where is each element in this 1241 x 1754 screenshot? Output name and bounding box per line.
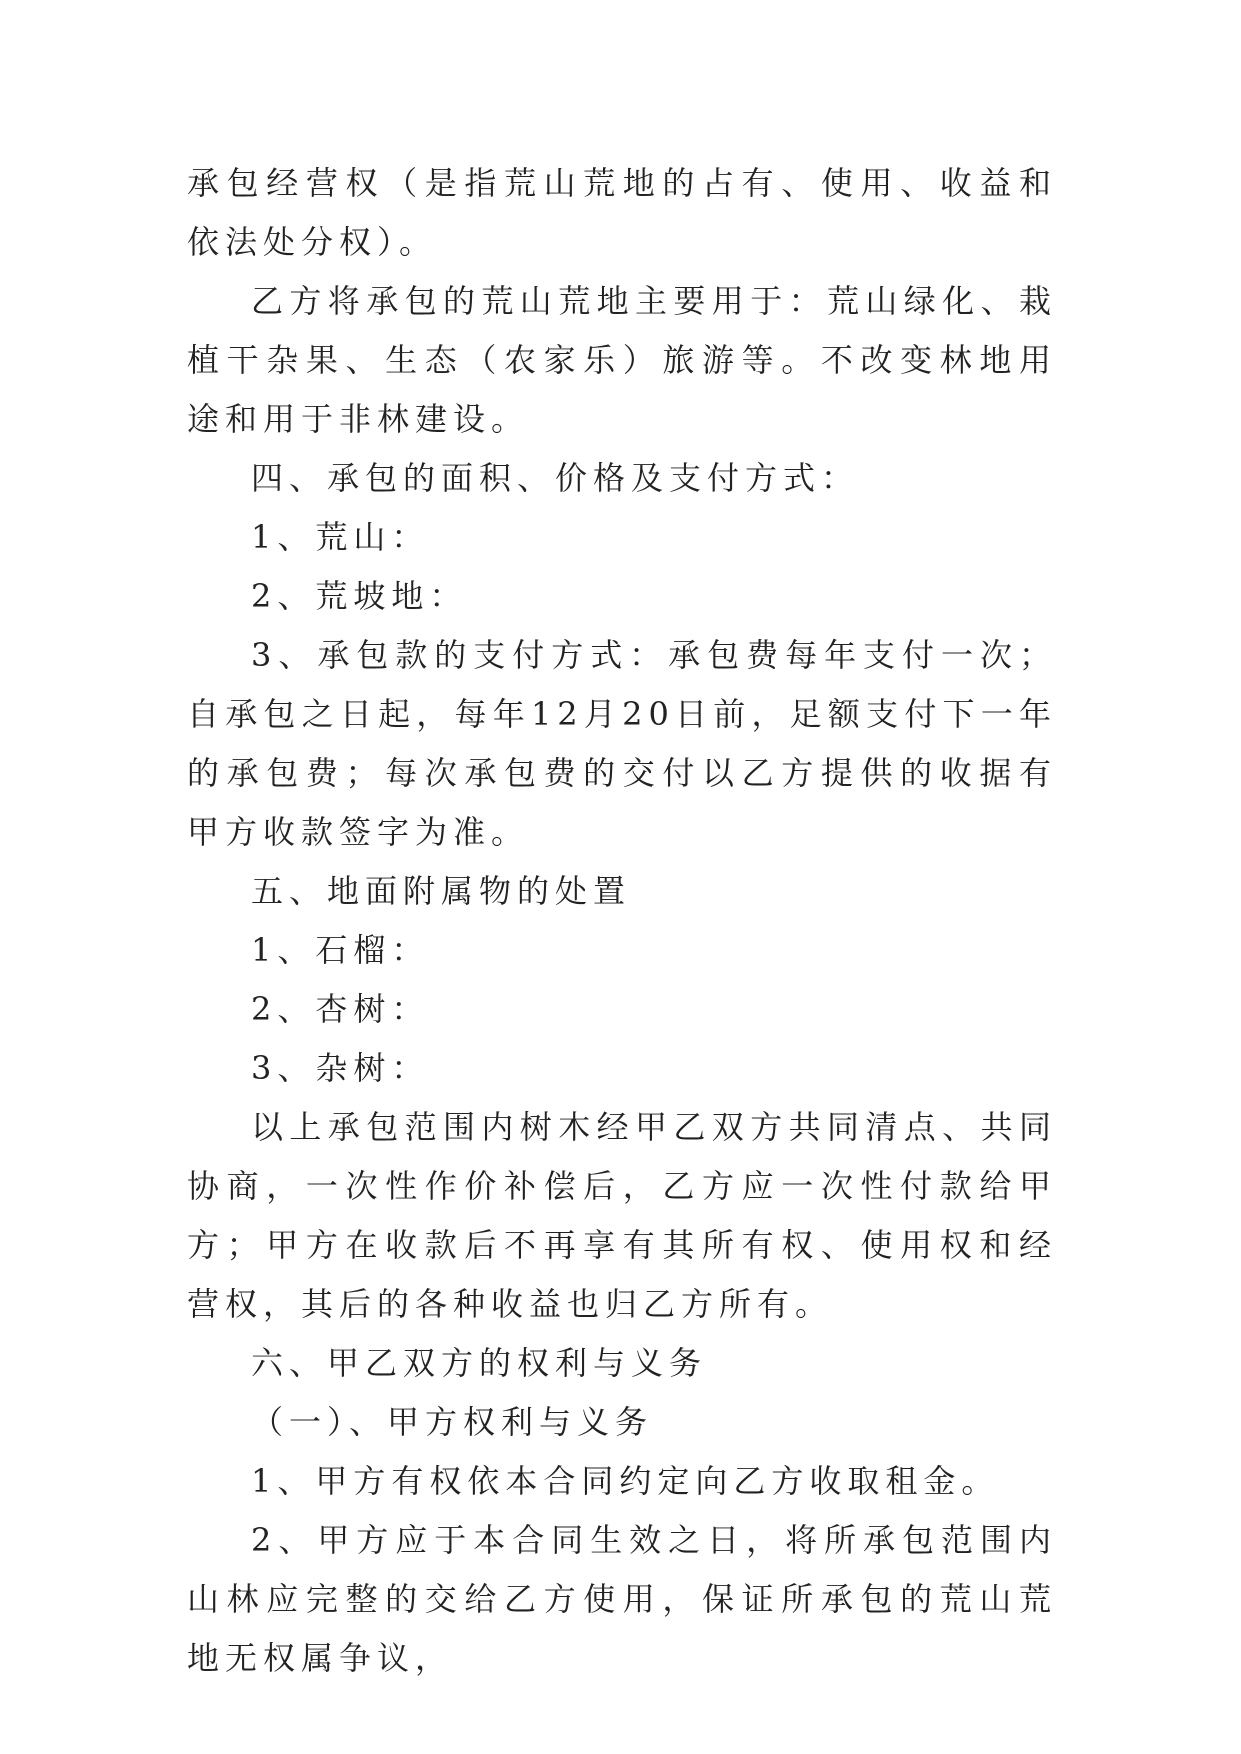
section-heading-attachments: 五、地面附属物的处置 (251, 872, 632, 910)
paragraph-compensation: 以上承包范围内树木经甲乙双方共同清点、共同协商，一次性作价补偿后，乙方应一次性付款给甲方；甲方在收款后不再享有其所有权、使用权和经营权，其后的各种收益也归乙方所有。 (187, 1108, 1057, 1323)
list-item-party-a-rent: 1、甲方有权依本合同约定向乙方收取租金。 (251, 1462, 1000, 1500)
document-body (187, 154, 1057, 1688)
section-heading-area-price-payment: 四、承包的面积、价格及支付方式： (251, 459, 860, 497)
section-heading-rights-obligations: 六、甲乙双方的权利与义务 (251, 1344, 708, 1382)
paragraph-rights-definition: 承包经营权（是指荒山荒地的占有、使用、收益和依法处分权）。 (187, 164, 1057, 261)
list-item-apricot: 2、杏树： (251, 990, 430, 1028)
list-item-barren-slope: 2、荒坡地： (251, 577, 468, 615)
subsection-heading-party-a: （一）、甲方权利与义务 (251, 1403, 654, 1441)
list-item-payment-method: 3、承包款的支付方式：承包费每年支付一次；自承包之日起，每年12月20日前，足额支付下一年的承包费；每次承包费的交付以乙方提供的收据有甲方收款签字为准。 (187, 636, 1057, 851)
list-item-barren-mountain: 1、荒山： (251, 518, 430, 556)
paragraph-land-use: 乙方将承包的荒山荒地主要用于：荒山绿化、栽植干杂果、生态（农家乐）旅游等。不改变林地用途和用于非林建设。 (187, 282, 1057, 438)
list-item-misc-trees: 3、杂树： (251, 1049, 430, 1087)
list-item-party-a-delivery: 2、甲方应于本合同生效之日，将所承包范围内山林应完整的交给乙方使用，保证所承包的荒山荒地无权属争议， (187, 1521, 1057, 1677)
list-item-pomegranate: 1、石榴： (251, 931, 430, 969)
